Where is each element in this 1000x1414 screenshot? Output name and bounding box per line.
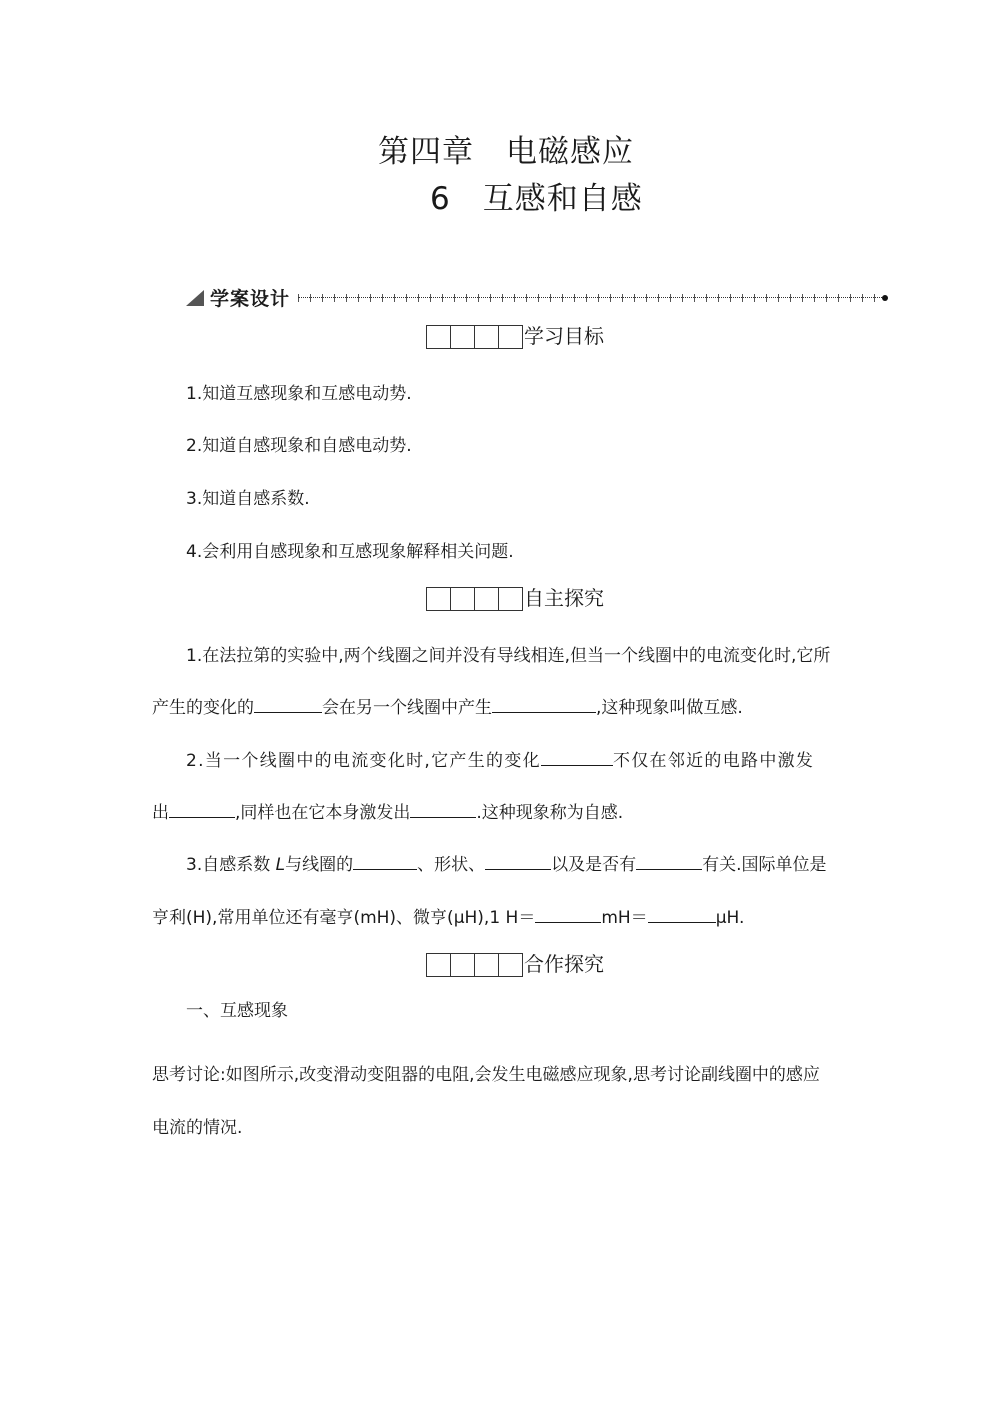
banner-label: 学案设计 (210, 288, 291, 310)
fill-blank[interactable] (492, 698, 596, 713)
fill-blank[interactable] (535, 908, 601, 923)
banner-divider (298, 293, 888, 303)
section-title: 学习目标 (524, 324, 604, 348)
section-heading-cooperation (426, 948, 604, 977)
question-3-line-1: 3.自感系数 L与线圈的 、形状、 以及是否有 有关.国际单位是 (186, 855, 827, 875)
section-title: 自主探究 (524, 586, 604, 610)
goal-item: 1.知道互感现象和互感电动势. (186, 384, 412, 404)
variable-l: L (275, 855, 286, 875)
section-heading-self-study (426, 582, 604, 611)
question-1-line-1: 1.在法拉第的实验中,两个线圈之间并没有导线相连,但当一个线圈中的电流变化时,它所 (186, 646, 831, 666)
discussion-line-2: 电流的情况. (152, 1118, 243, 1138)
lesson-title: 6 互感和自感 (430, 181, 643, 217)
subheading-mutual-inductance: 一、互感现象 (186, 1001, 288, 1021)
banner-end-dot-icon (882, 295, 888, 301)
fill-blank[interactable] (648, 908, 716, 923)
fill-blank[interactable] (636, 855, 702, 870)
banner-triangle-icon (186, 290, 204, 306)
fill-blank[interactable] (410, 803, 476, 818)
heading-boxes-icon (426, 325, 522, 349)
fill-blank[interactable] (353, 855, 417, 870)
question-2-line-1: 2.当一个线圈中的电流变化时,它产生的变化 不仅在邻近的电路中激发 (186, 751, 815, 771)
question-3-line-2: 亨利(H),常用单位还有毫亨(mH)、微亨(μH),1 H＝ mH＝ μH. (152, 908, 745, 928)
goal-item: 2.知道自感现象和自感电动势. (186, 436, 412, 456)
goal-item: 4.会利用自感现象和互感现象解释相关问题. (186, 542, 514, 562)
banner (186, 284, 888, 311)
fill-blank[interactable] (485, 855, 551, 870)
chapter-title: 第四章 电磁感应 (378, 134, 634, 170)
fill-blank[interactable] (169, 803, 235, 818)
fill-blank[interactable] (254, 698, 322, 713)
question-2-line-2: 出 ,同样也在它本身激发出 .这种现象称为自感. (152, 803, 624, 823)
section-title: 合作探究 (524, 952, 604, 976)
discussion-line-1: 思考讨论:如图所示,改变滑动变阻器的电阻,会发生电磁感应现象,思考讨论副线圈中的感应 (152, 1065, 820, 1085)
fill-blank[interactable] (541, 751, 613, 766)
heading-boxes-icon (426, 587, 522, 611)
heading-boxes-icon (426, 953, 522, 977)
question-1-line-2: 产生的变化的 会在另一个线圈中产生 ,这种现象叫做互感. (152, 698, 743, 718)
section-heading-goals (426, 320, 604, 349)
goal-item: 3.知道自感系数. (186, 489, 310, 509)
